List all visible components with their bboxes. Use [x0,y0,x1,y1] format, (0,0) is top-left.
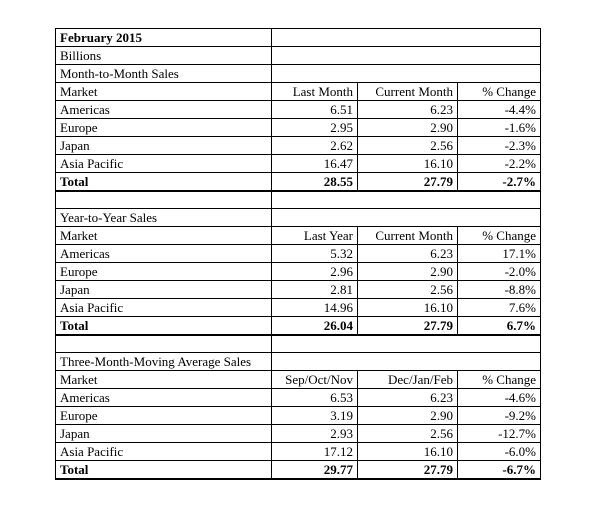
column-header: Sep/Oct/Nov [272,371,358,389]
row-label: Total [56,461,272,480]
empty-cell [272,191,541,209]
value-cell: 2.95 [272,119,358,137]
row-label: Asia Pacific [56,299,272,317]
column-header: Market [56,227,272,245]
row-label: Americas [56,101,272,119]
report-title: February 2015 [56,29,272,47]
empty-cell [272,29,541,47]
column-header-row [56,371,541,389]
value-cell: -4.6% [458,389,541,407]
report-units: Billions [56,47,272,65]
value-cell: -6.0% [458,443,541,461]
value-cell: 26.04 [272,317,358,336]
value-cell: 2.96 [272,263,358,281]
value-cell: 6.23 [358,389,458,407]
value-cell: 2.93 [272,425,358,443]
value-cell: 2.62 [272,137,358,155]
total-row [56,461,541,480]
column-header: Dec/Jan/Feb [358,371,458,389]
column-header: Last Year [272,227,358,245]
table-row [56,407,541,425]
column-header: Market [56,371,272,389]
value-cell: 27.79 [358,461,458,480]
value-cell: -8.8% [458,281,541,299]
value-cell: 5.32 [272,245,358,263]
value-cell: -9.2% [458,407,541,425]
column-header: Current Month [358,83,458,101]
row-label: Japan [56,425,272,443]
table-row [56,155,541,173]
value-cell: -2.2% [458,155,541,173]
value-cell: 16.10 [358,299,458,317]
row-label: Total [56,317,272,336]
empty-cell [272,65,541,83]
value-cell: 17.12 [272,443,358,461]
empty-cell [56,191,272,209]
value-cell: 3.19 [272,407,358,425]
value-cell: -6.7% [458,461,541,480]
table-row [56,137,541,155]
column-header: Current Month [358,227,458,245]
section-title: Year-to-Year Sales [56,209,272,227]
value-cell: 16.10 [358,155,458,173]
table-row [56,101,541,119]
empty-cell [272,335,541,353]
report-units-row [56,47,541,65]
spacer-row [56,335,541,353]
sales-report-table [55,28,541,480]
table-row [56,299,541,317]
value-cell: 2.90 [358,263,458,281]
value-cell: 28.55 [272,173,358,192]
value-cell: 29.77 [272,461,358,480]
value-cell: 7.6% [458,299,541,317]
row-label: Total [56,173,272,192]
table-row [56,245,541,263]
spacer-row [56,191,541,209]
empty-cell [272,353,541,371]
section-title: Month-to-Month Sales [56,65,272,83]
value-cell: -1.6% [458,119,541,137]
table-row [56,443,541,461]
value-cell: 6.51 [272,101,358,119]
row-label: Americas [56,245,272,263]
section-title-row [56,65,541,83]
column-header: Market [56,83,272,101]
column-header-row [56,227,541,245]
column-header: Last Month [272,83,358,101]
column-header: % Change [458,371,541,389]
value-cell: 2.90 [358,407,458,425]
table-row [56,263,541,281]
table-row [56,425,541,443]
value-cell: 2.56 [358,425,458,443]
value-cell: -12.7% [458,425,541,443]
empty-cell [272,209,541,227]
value-cell: 2.81 [272,281,358,299]
row-label: Asia Pacific [56,443,272,461]
value-cell: 6.7% [458,317,541,336]
value-cell: 2.90 [358,119,458,137]
column-header: % Change [458,83,541,101]
value-cell: 27.79 [358,317,458,336]
row-label: Japan [56,281,272,299]
value-cell: 17.1% [458,245,541,263]
value-cell: 6.23 [358,245,458,263]
empty-cell [272,47,541,65]
value-cell: 27.79 [358,173,458,192]
value-cell: 2.56 [358,281,458,299]
section-title-row [56,353,541,371]
value-cell: -2.7% [458,173,541,192]
row-label: Japan [56,137,272,155]
value-cell: 14.96 [272,299,358,317]
empty-cell [56,335,272,353]
row-label: Europe [56,407,272,425]
section-title-row [56,209,541,227]
report-title-row [56,29,541,47]
value-cell: 16.10 [358,443,458,461]
table-row [56,119,541,137]
value-cell: -2.0% [458,263,541,281]
row-label: Europe [56,119,272,137]
table-row [56,281,541,299]
value-cell: 6.23 [358,101,458,119]
value-cell: 16.47 [272,155,358,173]
value-cell: -2.3% [458,137,541,155]
value-cell: 2.56 [358,137,458,155]
section-title: Three-Month-Moving Average Sales [56,353,272,371]
value-cell: 6.53 [272,389,358,407]
table-row [56,389,541,407]
row-label: Americas [56,389,272,407]
row-label: Asia Pacific [56,155,272,173]
column-header-row [56,83,541,101]
total-row [56,317,541,336]
row-label: Europe [56,263,272,281]
column-header: % Change [458,227,541,245]
total-row [56,173,541,192]
value-cell: -4.4% [458,101,541,119]
